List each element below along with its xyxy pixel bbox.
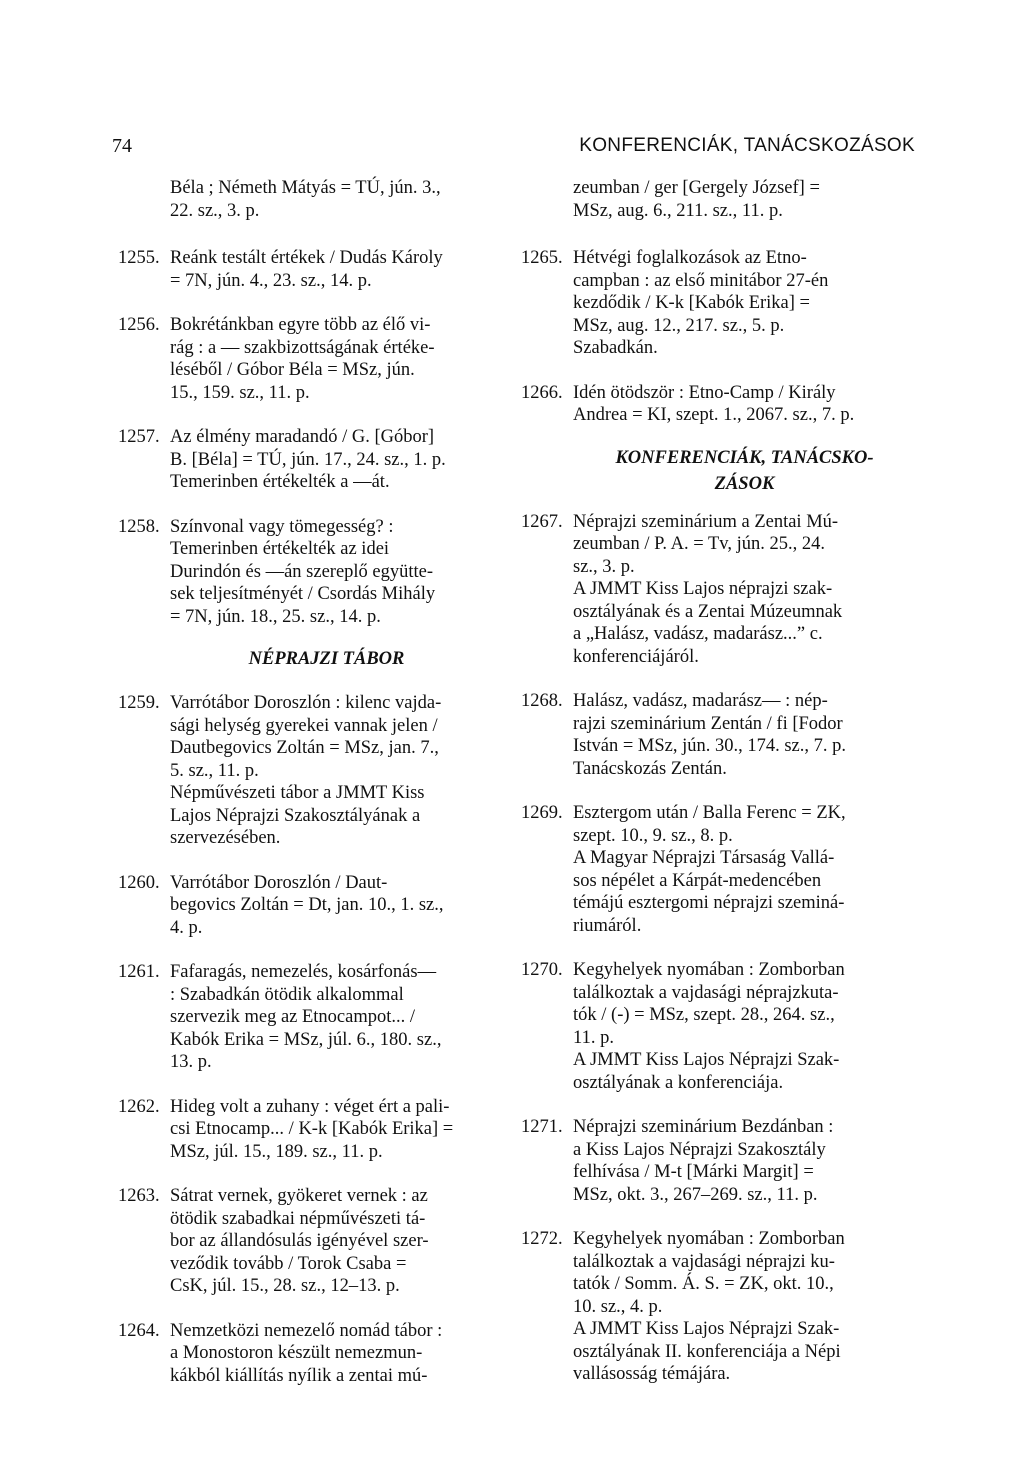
bibliography-entry: [521, 511, 916, 669]
entry-text: Az élmény maradandó / G. [Góbor] B. [Béla] = TÚ, jún. 17., 24. sz., 1. p. Temerinben értékelték a —át.: [170, 427, 446, 492]
entry-number: 1265.: [521, 248, 563, 268]
page-header: [112, 131, 915, 161]
entry-number: 1272.: [521, 1229, 563, 1249]
bibliography-entry: [521, 690, 916, 780]
entry-number: 1269.: [521, 803, 563, 823]
right-column: [521, 177, 916, 1386]
entry-text: Esztergom után / Balla Ferenc = ZK, szept. 10., 9. sz., 8. p. A Magyar Néprajzi Társaság Vallá- sos népélet a Kárpát-medencében témájú esztergomi néprajzi szeminá- riumáról.: [573, 803, 846, 936]
entry-text: Varrótábor Doroszlón : kilenc vajda- sági helység gyerekei vannak jelen / Dautbegovics Zoltán = MSz, jan. 7., 5. sz., 11. p. Népművészeti tábor a JMMT Kiss Lajos Néprajzi Szakosztályának a szervezésében.: [170, 693, 442, 848]
bibliography-entry: [118, 314, 483, 404]
section-heading: NÉPRAJZI TÁBOR: [248, 649, 405, 669]
entry-text: Kegyhelyek nyomában : Zomborban találkoztak a vajdasági néprajzkuta- tók / (-) = MSz, szept. 28., 264. sz., 11. p. A JMMT Kiss Lajos Néprajzi Szak- osztályának a konferenciája.: [573, 960, 845, 1093]
bibliography-entry: [118, 961, 483, 1074]
bibliography-entry: [521, 959, 916, 1094]
entry-number: 1255.: [118, 248, 160, 268]
bibliography-entry: [521, 1228, 916, 1386]
running-head: KONFERENCIÁK, TANÁCSKOZÁSOK: [579, 135, 915, 156]
entry-text: Hétvégi foglalkozások az Etno- campban : az első minitábor 27-én kezdődik / K-k [Kabók Erika] = MSz, aug. 12., 217. sz., 5. p. Szabadkán.: [573, 248, 829, 358]
bibliography-entry: [521, 1116, 916, 1206]
entry-number: 1271.: [521, 1117, 563, 1137]
page-number: 74: [112, 135, 132, 157]
entry-number: 1256.: [118, 315, 160, 335]
entry-text: Idén ötödször : Etno-Camp / Király Andrea = KI, szept. 1., 2067. sz., 7. p.: [573, 382, 855, 425]
entry-number: 1270.: [521, 960, 563, 980]
entry-number: 1263.: [118, 1186, 160, 1206]
entry-text: Bokrétánkban egyre több az élő vi- rág : a — szakbizottságának értéke- léséből / Góbor Béla = MSz, jún. 15., 159. sz., 11. p.: [170, 315, 435, 403]
bibliography-entry: [118, 1096, 483, 1164]
bibliography-entry: [521, 247, 916, 360]
entry-text: Sátrat vernek, gyökeret vernek : az ötödik szabadkai népművészeti tá- bor az állandósulás igényével szer- veződik tovább / Torok Csaba = CsK, júl. 15., 28. sz., 12–13. p.: [170, 1186, 429, 1296]
entry-number: 1261.: [118, 962, 160, 982]
bibliography-entry: [118, 516, 483, 629]
entry-text: Hideg volt a zuhany : véget ért a pali- csi Etnocamp... / K-k [Kabók Erika] = MSz, júl. 15., 189. sz., 11. p.: [170, 1096, 454, 1162]
bibliography-entry: [521, 802, 916, 937]
entry-text: Fafaragás, nemezelés, kosárfonás— : Szabadkán ötödik alkalommal szervezik meg az Etnocampot... / Kabók Erika = MSz, júl. 6., 180. sz., 13. p.: [170, 962, 442, 1072]
bibliography-entry: [118, 1185, 483, 1298]
continuation-text: zeumban / ger [Gergely József] = MSz, aug. 6., 211. sz., 11. p.: [573, 178, 820, 221]
entry-text: Nemzetközi nemezelő nomád tábor : a Monostoron készült nemezmun- kákból kiállítás nyílik a zentai mú-: [170, 1320, 443, 1386]
bibliography-entry: [521, 382, 916, 427]
entry-text: Halász, vadász, madarász— : nép- rajzi szeminárium Zentán / fi [Fodor István = MSz, jún. 30., 174. sz., 7. p. Tanácskozás Zentán.: [573, 691, 847, 779]
entry-number: 1257.: [118, 427, 160, 447]
entry-number: 1259.: [118, 693, 160, 713]
bibliography-entry: [118, 247, 483, 292]
entry-text: Néprajzi szeminárium a Zentai Mú- zeumban / P. A. = Tv, jún. 25., 24. sz., 3. p. A JMMT Kiss Lajos néprajzi szak- osztályának és a Zentai Múzeumnak a „Halász, vadász, madarász...” c. konferenciájáról.: [573, 511, 843, 667]
entry-number: 1266.: [521, 382, 563, 403]
continuation-text: Béla ; Németh Mátyás = TÚ, jún. 3., 22. sz., 3. p.: [170, 178, 441, 221]
entry-text: Varrótábor Doroszlón / Daut- begovics Zoltán = Dt, jan. 10., 1. sz., 4. p.: [170, 872, 444, 938]
bibliography-entry: [118, 426, 483, 494]
bibliography-entry: [118, 692, 483, 850]
entry-text: Színvonal vagy tömegesség? : Temerinben értékelték az idei Durindón és —án szereplő együtte- sek teljesítményét / Csordás Mihály = 7N, jún. 18., 25. sz., 14. p.: [170, 516, 436, 627]
entry-text: Néprajzi szeminárium Bezdánban : a Kiss Lajos Néprajzi Szakosztály felhívása / M-t [Márki Margit] = MSz, okt. 3., 267–269. sz., 11. p.: [573, 1117, 834, 1205]
entry-number: 1268.: [521, 691, 563, 711]
section-heading: KONFERENCIÁK, TANÁCSKO- ZÁSOK: [615, 447, 874, 494]
entry-number: 1264.: [118, 1320, 160, 1341]
entry-number: 1262.: [118, 1096, 160, 1117]
left-column: [118, 177, 483, 1387]
entry-text: Reánk testált értékek / Dudás Károly = 7N, jún. 4., 23. sz., 14. p.: [170, 248, 443, 291]
bibliography-entry: [118, 872, 483, 940]
entry-number: 1258.: [118, 516, 160, 537]
entry-number: 1260.: [118, 872, 160, 893]
entry-number: 1267.: [521, 511, 563, 532]
bibliography-entry: [118, 1320, 483, 1388]
entry-text: Kegyhelyek nyomában : Zomborban találkoztak a vajdasági néprajzi ku- tatók / Somm. Á. S. = ZK, okt. 10., 10. sz., 4. p. A JMMT Kiss Lajos Néprajzi Szak- osztályának II. konferenciája a Népi vallásosság témájára.: [573, 1229, 845, 1384]
